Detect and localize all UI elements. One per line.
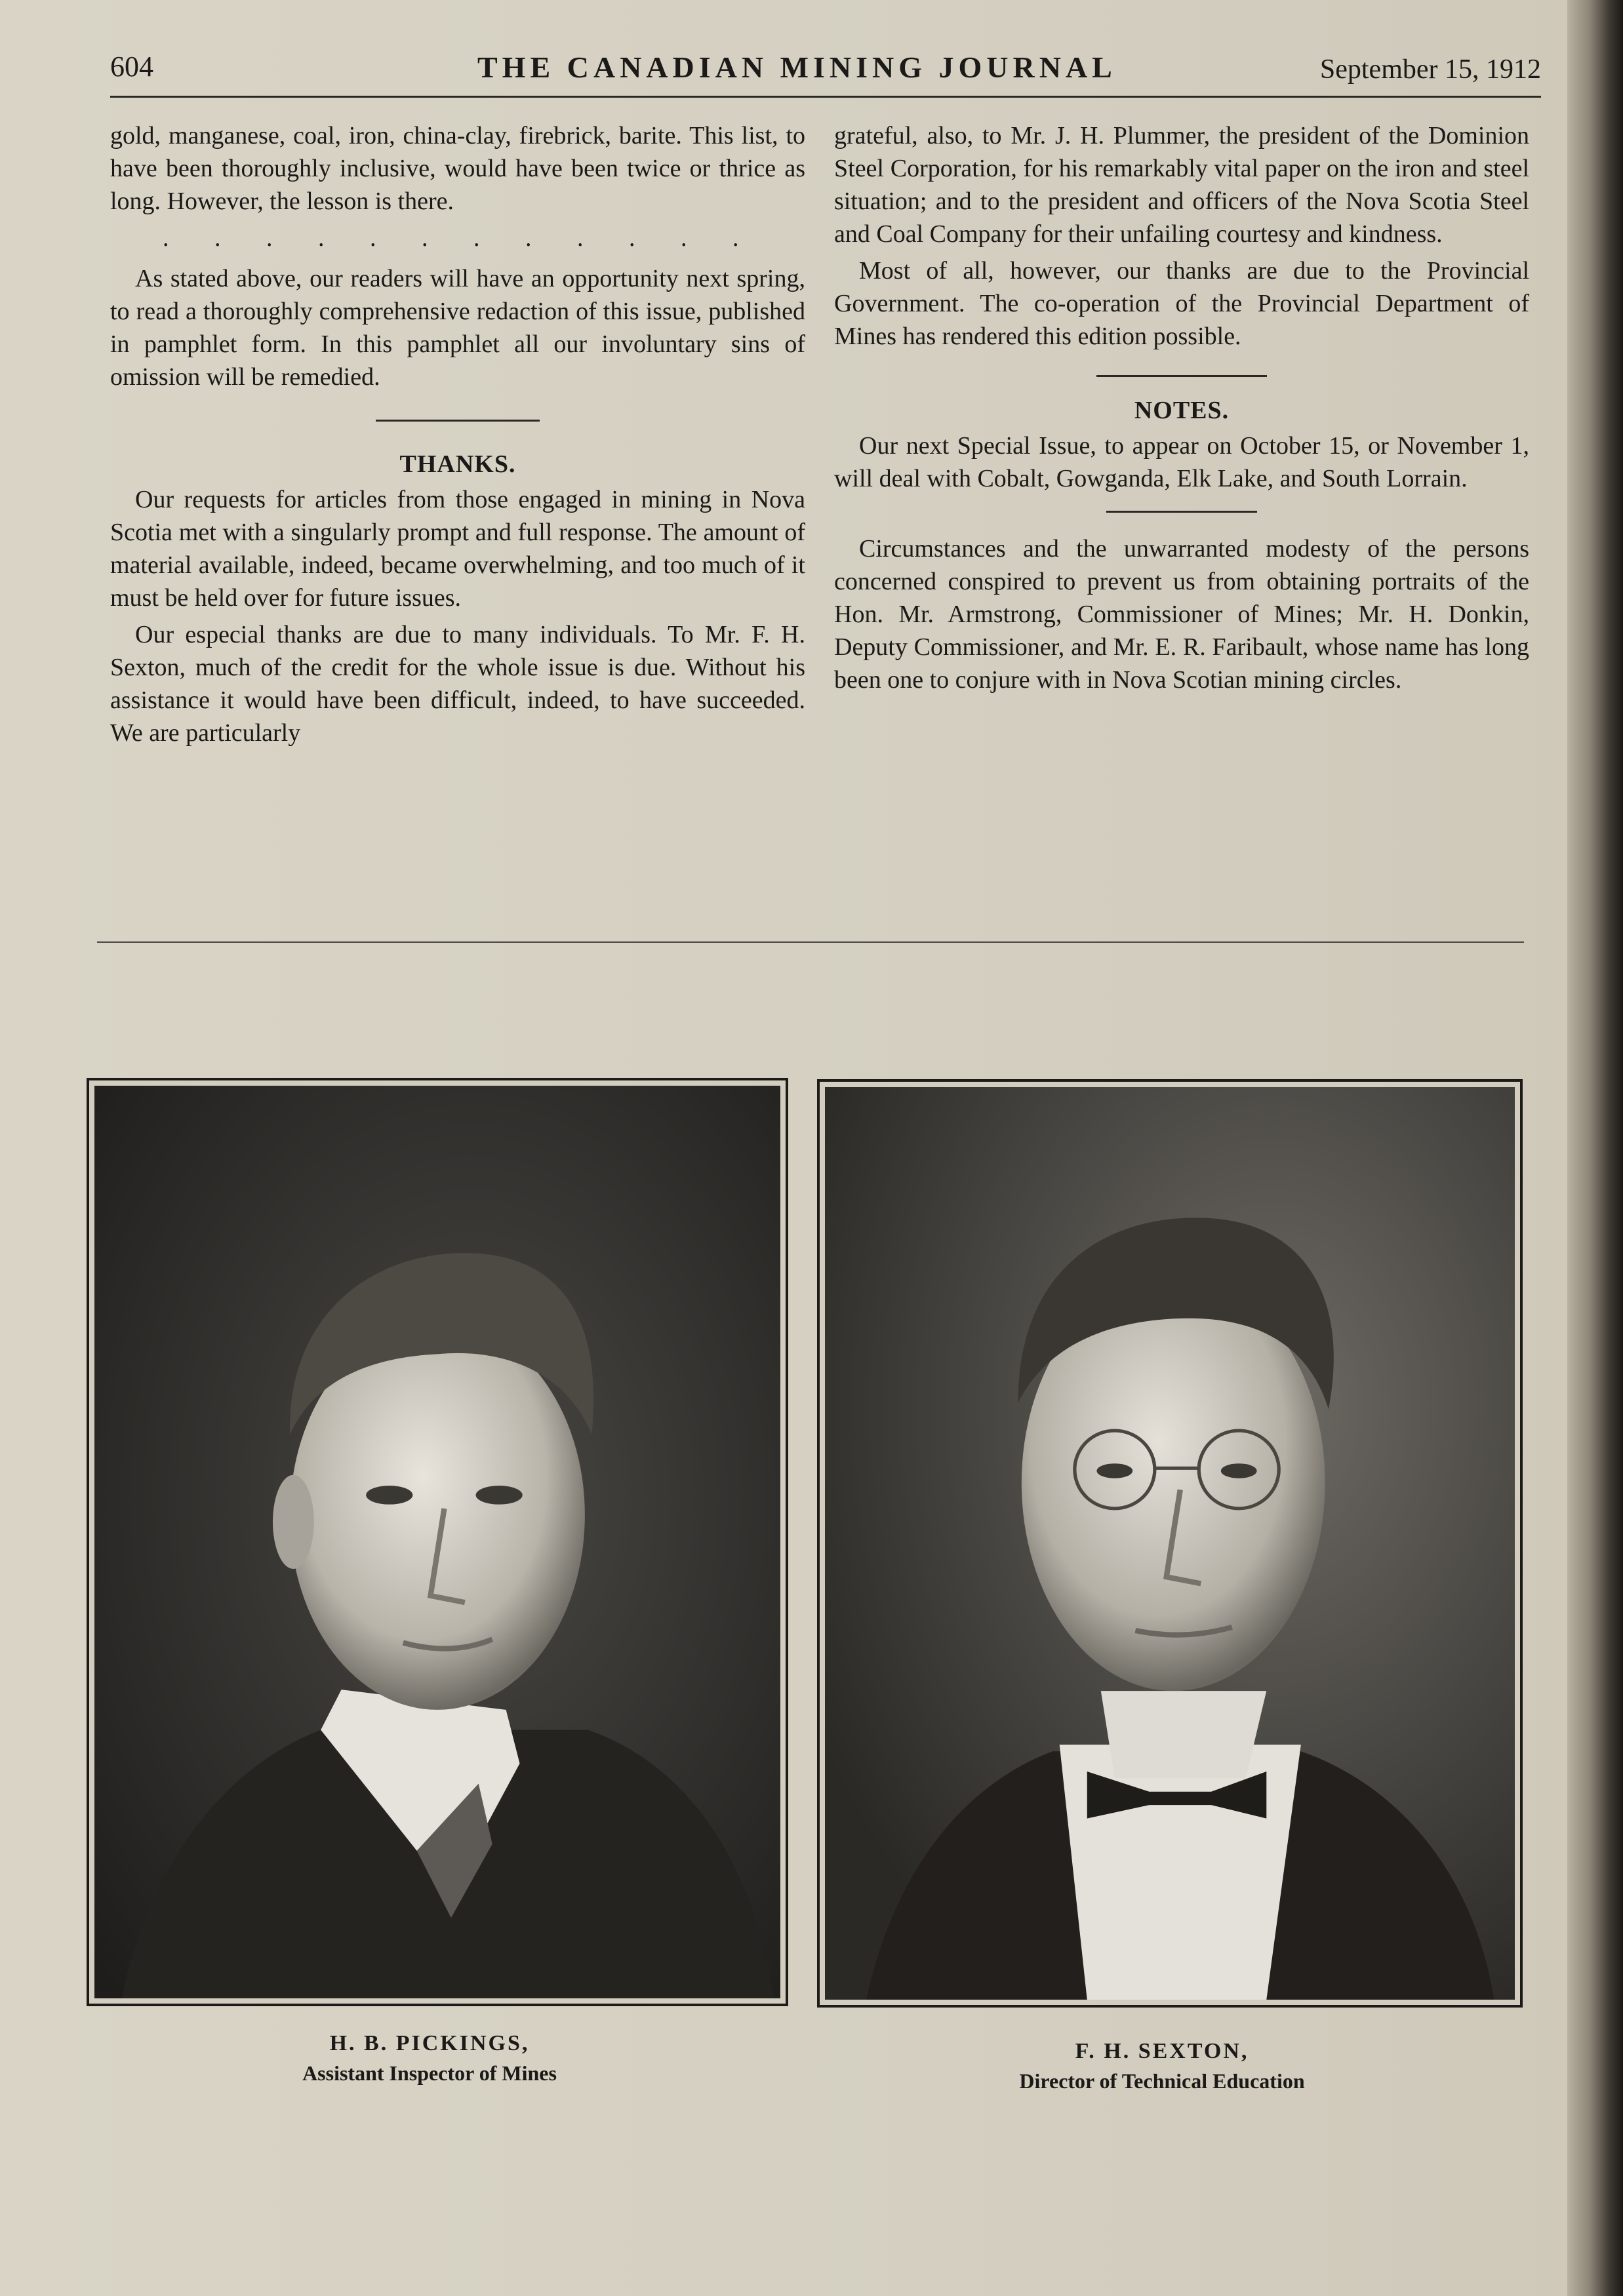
portrait-photo-sexton (817, 1079, 1523, 2008)
section-rule (376, 420, 540, 422)
caption-name: H. B. PICKINGS, (329, 2031, 530, 2055)
journal-title: THE CANADIAN MINING JOURNAL (477, 50, 1117, 84)
paragraph: Our especial thanks are due to many individuals. To Mr. F. H. Sexton, much of the credit for the whole issue is due. Without his assistance it would have been difficult, indeed, to have succeeded. We are particularly (110, 621, 805, 747)
caption-title: Director of Technical Education (1019, 2069, 1305, 2093)
portrait-image (94, 1086, 780, 1998)
paragraph: gold, manganese, coal, iron, china-clay, firebrick, barite. This list, to have been thoroughly inclusive, would have been twice or thrice as long. However, the lesson is there. (110, 122, 805, 215)
paragraph: grateful, also, to Mr. J. H. Plummer, the president of the Dominion Steel Corporation, for his remarkably vital paper on the iron and steel situation; and to the president and officers of the Nova Scotia Steel and Coal Company for their unfailing courtesy and kindness. (834, 122, 1529, 248)
header-rule (110, 96, 1541, 98)
ellipsis-separator: . . . . . . . . . . . . (163, 224, 759, 252)
paragraph: Most of all, however, our thanks are due to the Provincial Government. The co-operation of the Provincial Department of Mines has rendered this edition possible. (834, 257, 1529, 350)
issue-date: September 15, 1912 (1319, 54, 1541, 85)
notes-heading: NOTES. (1134, 397, 1230, 424)
page-number: 604 (110, 50, 153, 83)
paragraph: Our next Special Issue, to appear on October 15, or November 1, will deal with Cobalt, Gowganda, Elk Lake, and South Lorrain. (834, 432, 1529, 492)
paragraph: Circumstances and the unwarranted modesty of the persons concerned conspired to prevent us from obtaining portraits of the Hon. Mr. Armstrong, Commissioner of Mines; Mr. H. Donkin, Deputy Commissioner, and Mr. E. R. Faribault, whose name has long been one to conjure with in Nova Scotian mining circles. (834, 535, 1529, 694)
left-column (110, 119, 805, 749)
page-header (110, 50, 1541, 96)
right-column (834, 119, 1529, 696)
section-rule (1096, 375, 1267, 377)
caption-name: F. H. SEXTON, (1075, 2039, 1249, 2063)
book-gutter (1567, 0, 1623, 2296)
section-rule (1106, 511, 1257, 513)
photo-caption-pickings (87, 2029, 772, 2088)
caption-title: Assistant Inspector of Mines (302, 2061, 557, 2085)
paragraph: As stated above, our readers will have an opportunity next spring, to read a thoroughly comprehensive redaction of this issue, published in pamphlet form. In this pamphlet all our involuntary sins of omission will be remedied. (110, 265, 805, 391)
portrait-photo-pickings (87, 1078, 788, 2006)
portrait-image (825, 1087, 1515, 2000)
paragraph: Our requests for articles from those engaged in mining in Nova Scotia met with a singularly prompt and full response. The amount of material available, indeed, became overwhelming, and too much of it must be held over for future issues. (110, 486, 805, 612)
thanks-heading: THANKS. (399, 450, 516, 478)
page-divider (97, 941, 1524, 943)
photo-caption-sexton (817, 2036, 1507, 2095)
